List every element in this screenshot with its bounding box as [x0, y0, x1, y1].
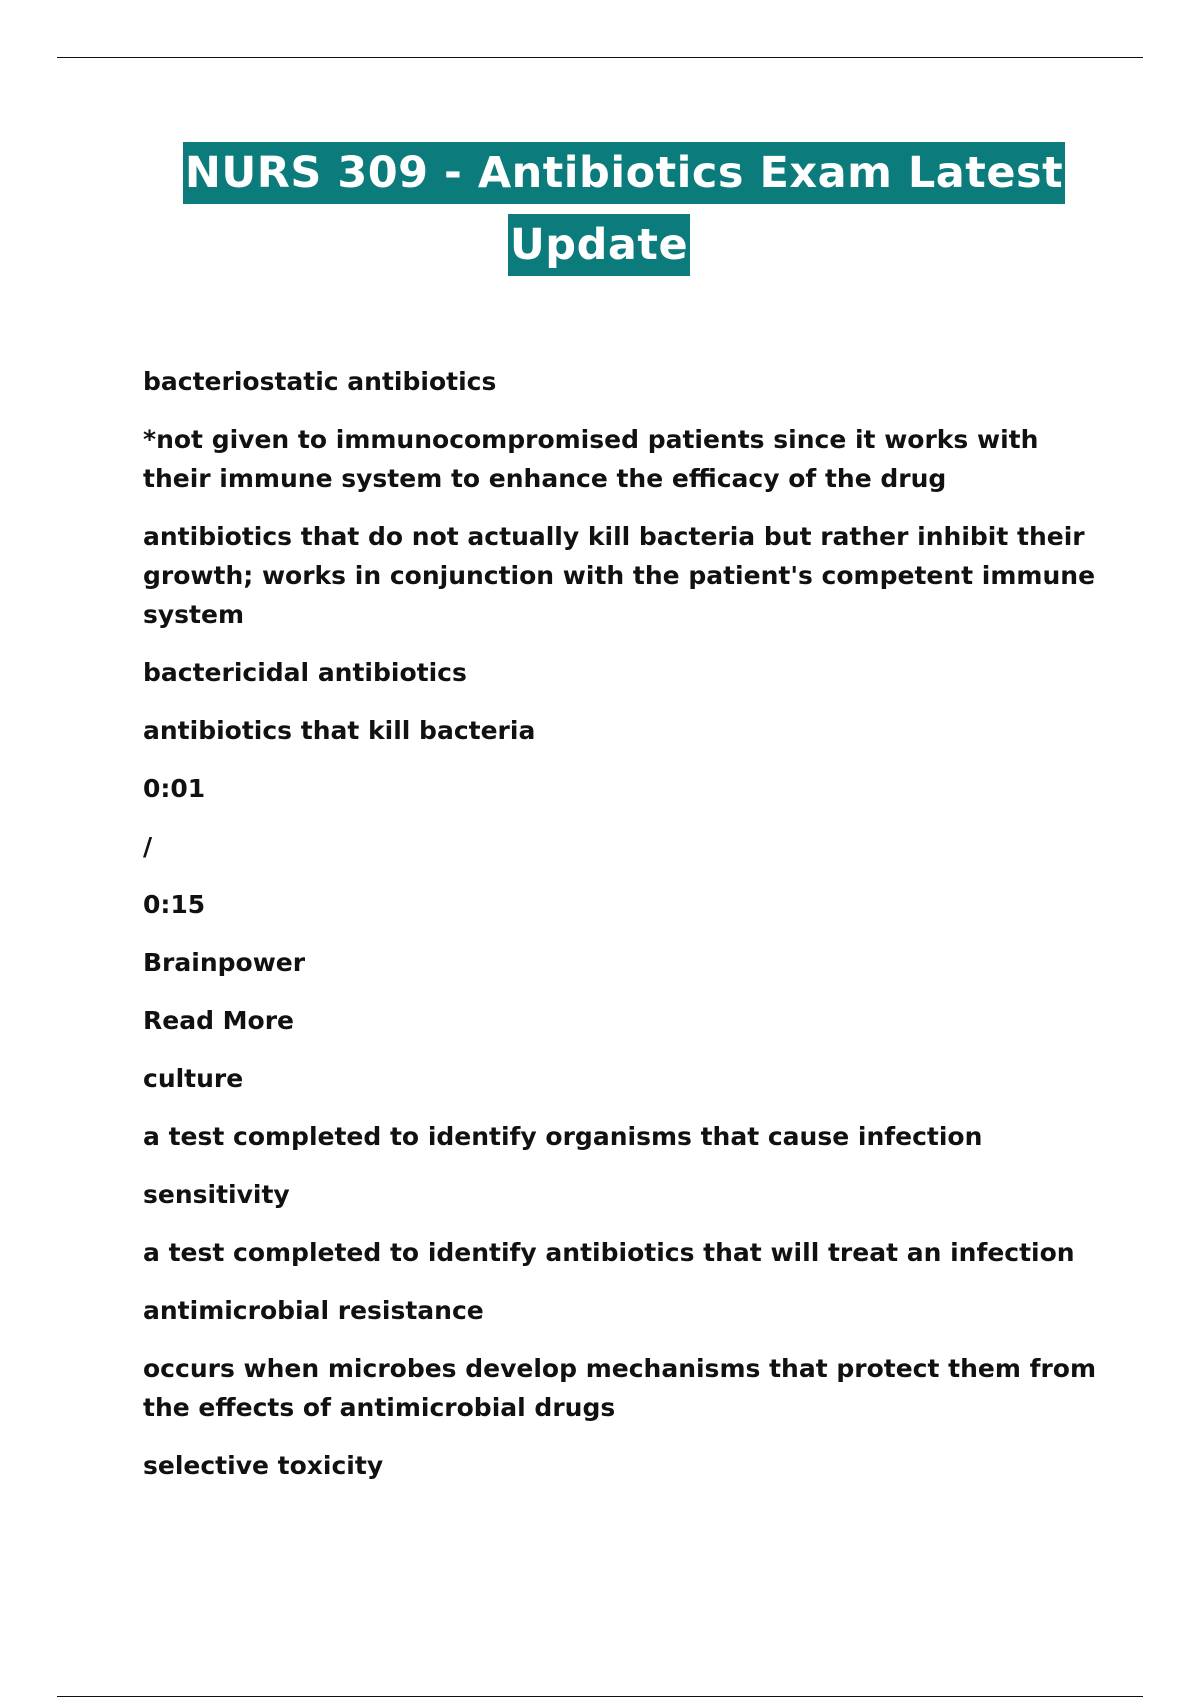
video-time-separator: /	[143, 832, 153, 861]
top-divider	[57, 57, 1143, 58]
term-antimicrobial-resistance: antimicrobial resistance	[143, 1296, 484, 1325]
term-culture: culture	[143, 1064, 244, 1093]
title-line-2: Update	[508, 214, 690, 276]
video-current-time: 0:01	[143, 774, 206, 803]
term-selective-toxicity: selective toxicity	[143, 1451, 384, 1480]
document-title	[0, 142, 1200, 276]
term-bacteriostatic: bacteriostatic antibiotics	[143, 367, 497, 396]
bottom-divider	[57, 1696, 1143, 1697]
term-bactericidal: bactericidal antibiotics	[143, 658, 467, 687]
title-line-1: NURS 309 - Antibiotics Exam Latest	[183, 142, 1065, 204]
definition-bacteriostatic: antibiotics that do not actually kill bacteria but rather inhibit their growth; works in conjunction with the patient's competent immune system	[143, 522, 1096, 629]
definition-bactericidal: antibiotics that kill bacteria	[143, 716, 536, 745]
definition-antimicrobial-resistance: occurs when microbes develop mechanisms that protect them from the effects of antimicrobial drugs	[143, 1354, 1097, 1422]
note-immunocompromised: *not given to immunocompromised patients since it works with their immune system to enhance the efficacy of the drug	[143, 425, 1039, 493]
term-sensitivity: sensitivity	[143, 1180, 290, 1209]
definition-sensitivity: a test completed to identify antibiotics that will treat an infection	[143, 1238, 1075, 1267]
video-brand-label: Brainpower	[143, 948, 306, 977]
read-more-link[interactable]: Read More	[143, 1006, 295, 1035]
document-body	[143, 362, 1103, 1504]
video-duration: 0:15	[143, 890, 206, 919]
definition-culture: a test completed to identify organisms that cause infection	[143, 1122, 983, 1151]
